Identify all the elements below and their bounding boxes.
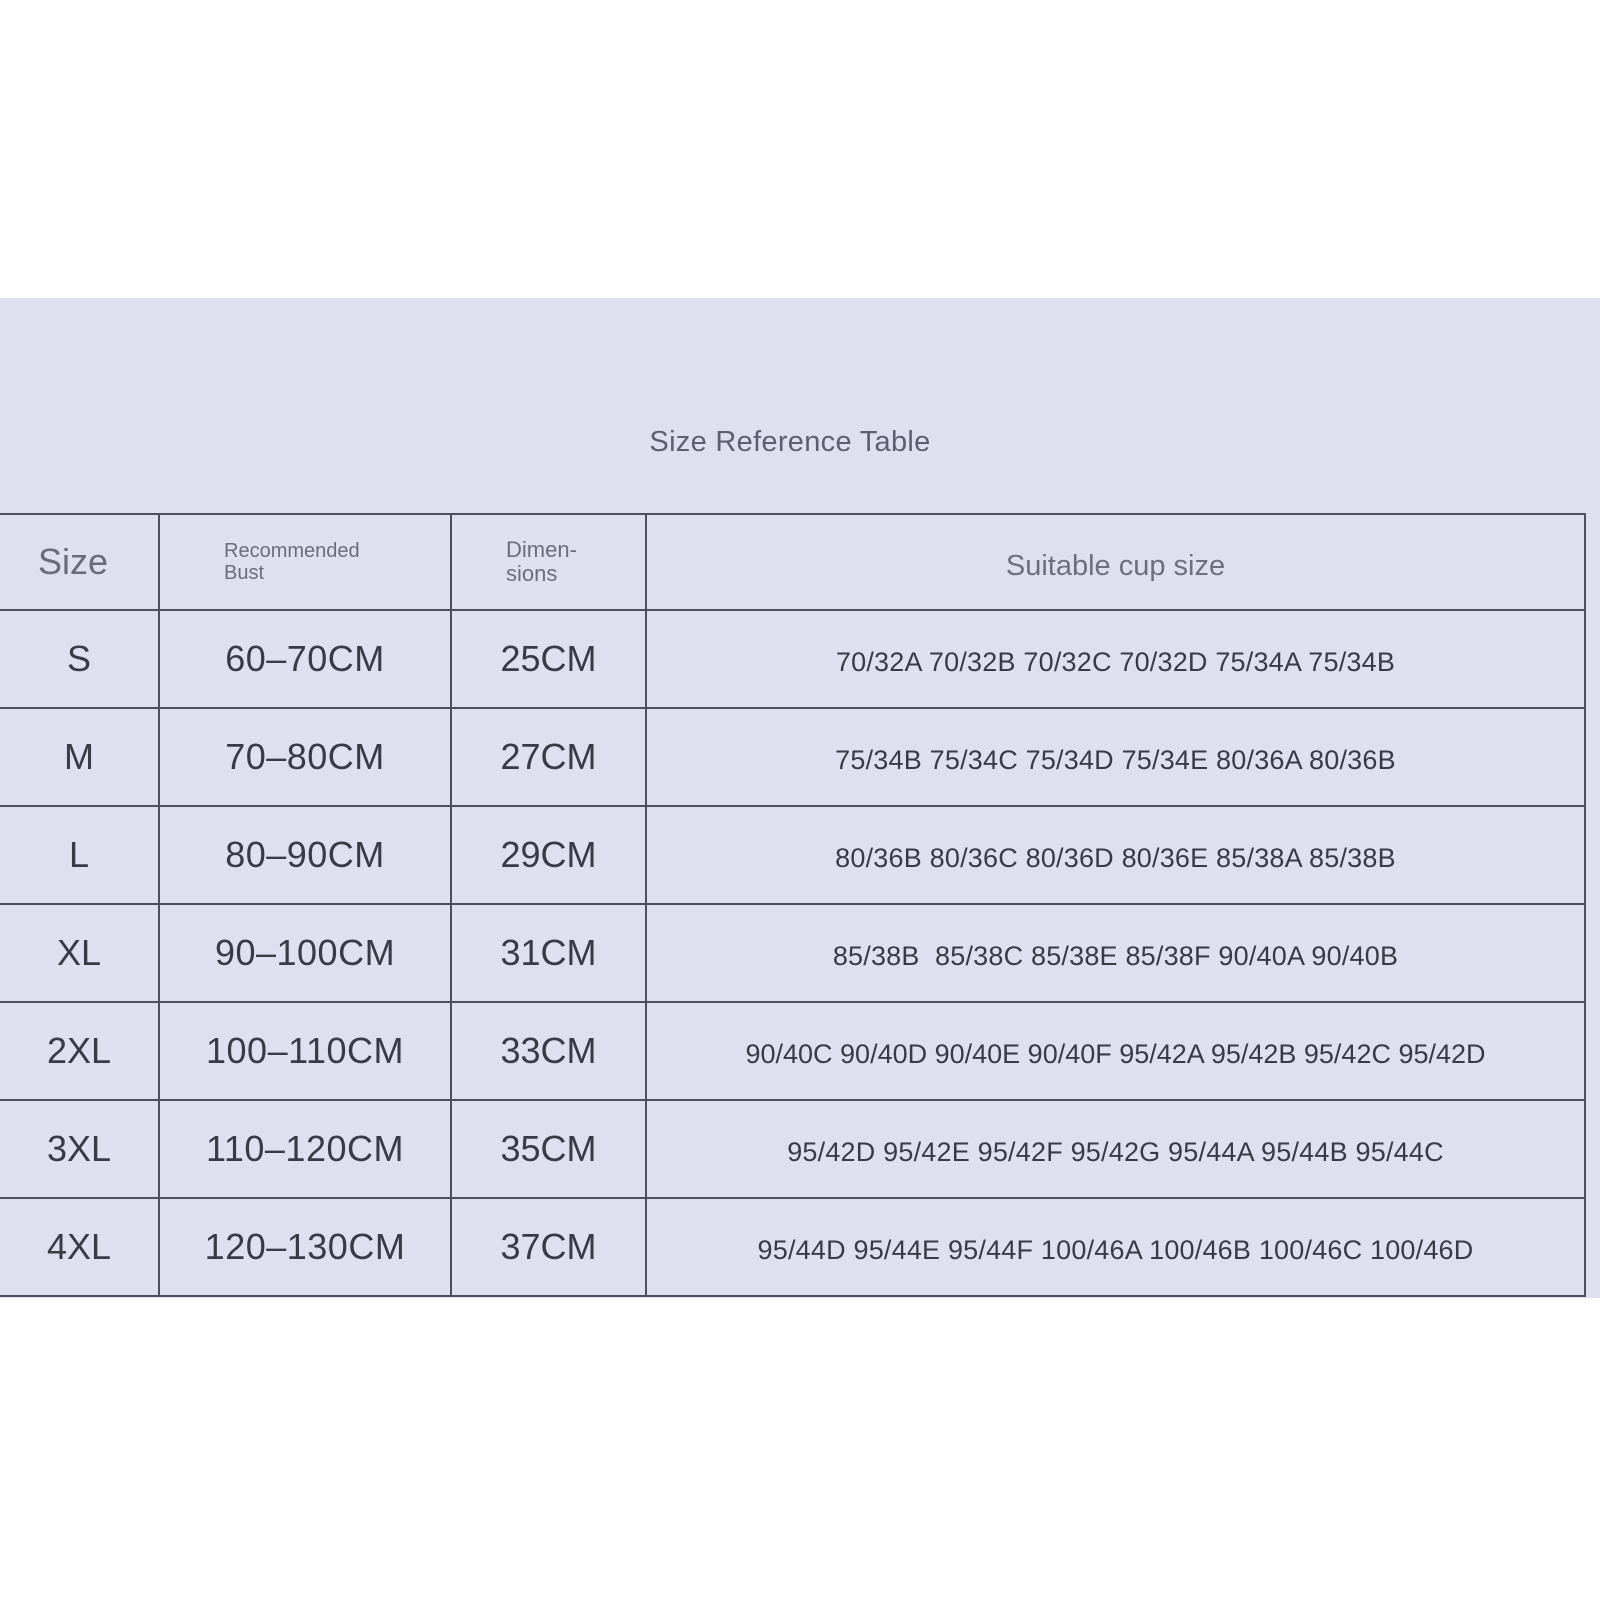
cell-dimensions: 31CM (451, 904, 646, 1002)
cell-cup-sizes: 95/42D 95/42E 95/42F 95/42G 95/44A 95/44B 95/44C (646, 1100, 1585, 1198)
header-dim-line1: Dimen- (506, 537, 577, 562)
cell-cup-sizes: 85/38B 85/38C 85/38E 85/38F 90/40A 90/40B (646, 904, 1585, 1002)
header-suitable-cup-size: Suitable cup size (646, 514, 1585, 610)
cell-bust: 90–100CM (159, 904, 451, 1002)
header-bust-line2: Bust (224, 562, 265, 584)
cell-size: 2XL (0, 1002, 159, 1100)
header-recommended-bust (159, 514, 451, 610)
cell-bust: 70–80CM (159, 708, 451, 806)
table-header-row (0, 514, 1585, 610)
cell-size: L (0, 806, 159, 904)
header-dimensions (451, 514, 646, 610)
header-size: Size (0, 514, 159, 610)
cell-bust: 120–130CM (159, 1198, 451, 1296)
table-row (0, 904, 1585, 1002)
cell-size: M (0, 708, 159, 806)
header-bust-line1: Recommended (224, 540, 360, 562)
cell-size: XL (0, 904, 159, 1002)
table-row (0, 708, 1585, 806)
table-row (0, 1100, 1585, 1198)
page-title: Size Reference Table (649, 426, 931, 458)
table-row (0, 806, 1585, 904)
header-dim-line2: sions (506, 561, 558, 586)
cell-size: 4XL (0, 1198, 159, 1296)
size-reference-table (0, 513, 1586, 1297)
cell-bust: 110–120CM (159, 1100, 451, 1198)
cell-dimensions: 27CM (451, 708, 646, 806)
cell-dimensions: 33CM (451, 1002, 646, 1100)
cell-size: S (0, 610, 159, 708)
table-row (0, 1198, 1585, 1296)
cell-cup-sizes: 80/36B 80/36C 80/36D 80/36E 85/38A 85/38B (646, 806, 1585, 904)
cell-bust: 100–110CM (159, 1002, 451, 1100)
cell-cup-sizes: 70/32A 70/32B 70/32C 70/32D 75/34A 75/34B (646, 610, 1585, 708)
cell-bust: 60–70CM (159, 610, 451, 708)
table-row (0, 1002, 1585, 1100)
cell-cup-sizes: 95/44D 95/44E 95/44F 100/46A 100/46B 100/46C 100/46D (646, 1198, 1585, 1296)
cell-size: 3XL (0, 1100, 159, 1198)
cell-cup-sizes: 75/34B 75/34C 75/34D 75/34E 80/36A 80/36B (646, 708, 1585, 806)
cell-bust: 80–90CM (159, 806, 451, 904)
table-row (0, 610, 1585, 708)
cell-dimensions: 37CM (451, 1198, 646, 1296)
cell-dimensions: 25CM (451, 610, 646, 708)
cell-cup-sizes: 90/40C 90/40D 90/40E 90/40F 95/42A 95/42B 95/42C 95/42D (646, 1002, 1585, 1100)
cell-dimensions: 29CM (451, 806, 646, 904)
cell-dimensions: 35CM (451, 1100, 646, 1198)
